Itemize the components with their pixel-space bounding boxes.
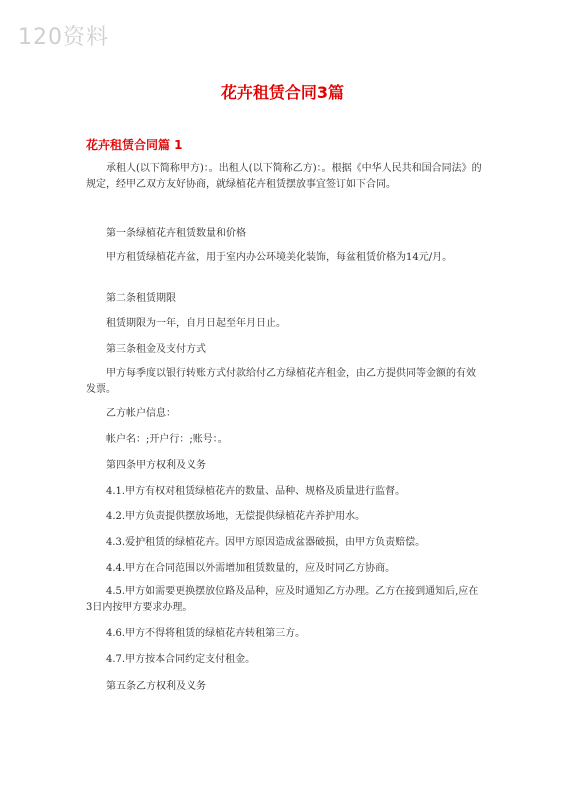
paragraph-account-info: 乙方帐户信息：: [106, 408, 176, 419]
paragraph-clause-1: 甲方租赁绿植花卉盆，用于室内办公环境美化装饰，每盆租赁价格为14元/月。: [106, 252, 453, 263]
clause-heading-5: 第五条乙方权利及义务: [106, 681, 206, 692]
clause-heading-1: 第一条绿植花卉租赁数量和价格: [106, 228, 246, 239]
section-heading: 花卉租赁合同篇 1: [86, 138, 183, 152]
watermark: 120资料: [18, 25, 109, 50]
paragraph-4-5: 4.5.甲方如需要更换摆放位路及品种，应及时通知乙方办理。乙方在接到通知后,应在3日内按甲方要求办理。: [86, 586, 479, 613]
paragraph-4-7: 4.7.甲方按本合同约定支付租金。: [106, 654, 256, 665]
paragraph-intro: 承租人(以下简称甲方)：。出租人(以下简称乙方)：。根据《中华人民共和国合同法》的规定，经甲乙双方友好协商，就绿植花卉租赁摆放事宜签订如下合同。: [86, 163, 482, 190]
paragraph-4-6: 4.6.甲方不得将租赁的绿植花卉转租第三方。: [106, 628, 306, 639]
document-title: 花卉租赁合同3篇: [220, 83, 345, 102]
clause-heading-3: 第三条租金及支付方式: [106, 344, 206, 355]
paragraph-clause-2: 租赁期限为一年，自月日起至年月日止。: [106, 318, 286, 329]
paragraph-4-3: 4.3.爱护租赁的绿植花卉。因甲方原因造成盆器破损，由甲方负责赔偿。: [106, 537, 426, 548]
clause-heading-2: 第二条租赁期限: [106, 293, 176, 304]
paragraph-4-2: 4.2.甲方负责提供摆放场地，无偿提供绿植花卉养护用水。: [106, 511, 366, 522]
paragraph-account-details: 帐户名：;开户行：;账号：。: [106, 434, 228, 445]
paragraph-4-4: 4.4.甲方在合同范围以外需增加租赁数量的，应及时同乙方协商。: [106, 563, 396, 574]
paragraph-4-1: 4.1.甲方有权对租赁绿植花卉的数量、品种、规格及质量进行监督。: [106, 486, 406, 497]
paragraph-clause-3: 甲方每季度以银行转账方式付款给付乙方绿植花卉租金，由乙方提供同等金额的有效发票。: [86, 368, 476, 395]
clause-heading-4: 第四条甲方权利及义务: [106, 460, 206, 471]
